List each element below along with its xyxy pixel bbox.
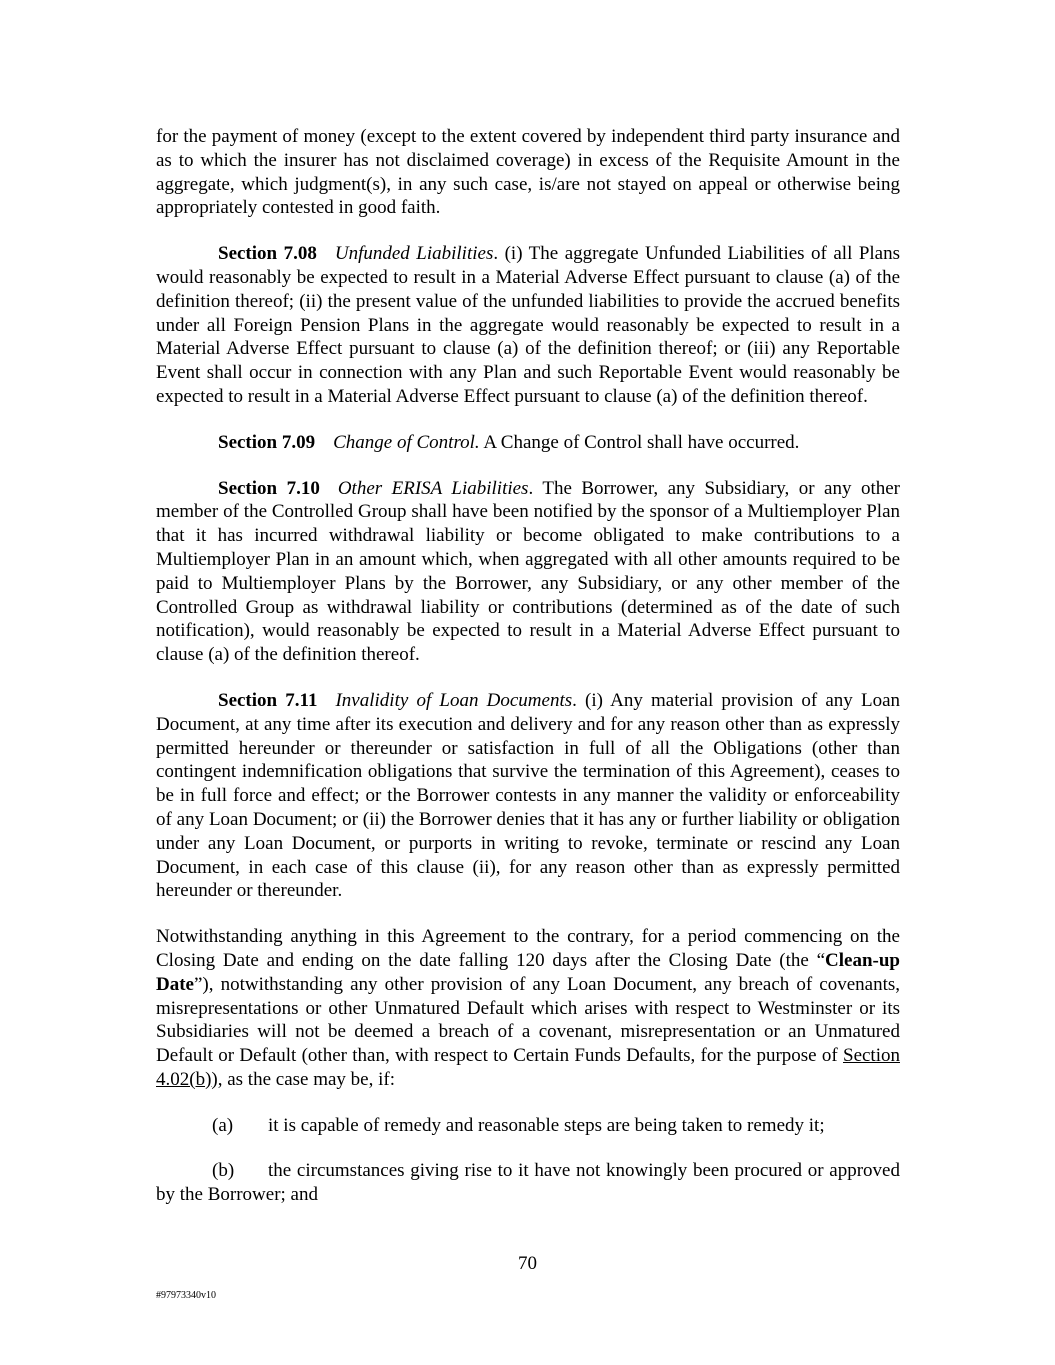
section-body: (i) The aggregate Unfunded Liabilities of all Plans would reasonably be expected to result in a Material Adverse Effect pursuant to clause (a) of the definition thereof; (ii) the present value of the unfunded liabilities to provide the accrued benefits under all Foreign Pension Plans in the aggregate would reasonably be expected to result in a Material Adverse Effect pursuant to clause (a) of the definition thereof; or (iii) any Reportable Event shall occur in connection with any Plan and such Reportable Event would reasonably be expected to result in a Material Adverse Effect pursuant to clause (a) of the definition thereof. bbox=[156, 243, 901, 407]
notwithstanding-text-2: ”), notwithstanding any other provision of any Loan Document, any breach of covenants, misrepresentations or other Unmatured Default which arises with respect to Westminster or its Subsidiaries will not be deemed a breach of a covenant, misrepresentation or an Unmatured Default or Default (other than, with respect to Certain Funds Defaults, for the purpose of bbox=[156, 973, 900, 1067]
list-item-text: the circumstances giving rise to it have not knowingly been procured or approved by the Borrower; and bbox=[156, 1160, 900, 1206]
section-body: A Change of Control shall have occurred. bbox=[479, 431, 800, 453]
section-title: Change of Control. bbox=[333, 431, 480, 453]
notwithstanding-text-1: Notwithstanding anything in this Agreement to the contrary, for a period commencing on the Closing Date and ending on the date falling 120 days after the Closing Date (the “ bbox=[156, 926, 900, 971]
section-title: Invalidity of Loan Documents bbox=[335, 689, 573, 711]
section-title-punct: . bbox=[528, 477, 534, 499]
list-item-text: it is capable of remedy and reasonable steps are being taken to remedy it; bbox=[268, 1114, 825, 1136]
list-item-b bbox=[156, 1159, 900, 1207]
intro-paragraph: for the payment of money (except to the extent covered by independent third party insurance and as to which the insurer has not disclaimed coverage) in excess of the Requisite Amount in the aggregate, which judgment(s), in any such case, is/are not stayed on appeal or otherwise being appropriately contested in good faith. bbox=[156, 126, 900, 219]
section-7-11 bbox=[156, 689, 900, 903]
section-number: Section 7.08 bbox=[218, 243, 317, 265]
section-title-punct: . bbox=[493, 243, 499, 265]
list-item-a bbox=[156, 1114, 900, 1138]
section-4-02b-cross-reference[interactable]: Section 4.02(b) bbox=[156, 1045, 900, 1090]
section-title-punct: . bbox=[572, 689, 577, 711]
list-item-marker: (b) bbox=[212, 1160, 235, 1182]
section-title: Other ERISA Liabilities bbox=[337, 477, 529, 499]
section-7-08 bbox=[156, 242, 900, 409]
section-number: Section 7.11 bbox=[218, 689, 318, 711]
section-title: Unfunded Liabilities bbox=[334, 243, 494, 265]
notwithstanding-paragraph bbox=[156, 925, 900, 1092]
page-number: 70 bbox=[518, 1253, 537, 1274]
list-item-marker: (a) bbox=[212, 1114, 234, 1136]
section-7-09 bbox=[156, 431, 900, 455]
section-7-10 bbox=[156, 477, 900, 667]
section-number: Section 7.09 bbox=[218, 431, 316, 453]
notwithstanding-text-3: ), as the case may be, if: bbox=[211, 1068, 395, 1090]
defined-term-clean-up-date: Clean-up Date bbox=[156, 949, 900, 995]
section-body: The Borrower, any Subsidiary, or any other member of the Controlled Group shall have been notified by the sponsor of a Multiemployer Plan that it has incurred withdrawal liability or become obligated to make contributions to a Multiemployer Plan in an amount which, when aggregated with all other amounts required to be paid to Multiemployer Plans by the Borrower, any Subsidiary, or any other member of the Controlled Group as withdrawal liability or contributions (determined as of the date of such notification), would reasonably be expected to result in a Material Adverse Effect pursuant to clause (a) of the definition thereof. bbox=[156, 477, 900, 666]
section-number: Section 7.10 bbox=[218, 477, 320, 499]
section-body: (i) Any material provision of any Loan Document, at any time after its execution and delivery and for any reason other than as expressly permitted hereunder or thereunder or satisfaction in full of all the Obligations (other than contingent indemnification obligations that survive the termination of this Agreement), ceases to be in full force and effect; or the Borrower contests in any manner the validity or enforceability of any Loan Document; or (ii) the Borrower denies that it has any or further liability or obligation under any Loan Document, or purports in writing to revoke, terminate or rescind any Loan Document, in each case of this clause (ii), for any reason other than as expressly permitted hereunder or thereunder. bbox=[156, 689, 900, 902]
document-id: #97973340v10 bbox=[156, 1290, 216, 1301]
document-body bbox=[156, 125, 900, 1207]
